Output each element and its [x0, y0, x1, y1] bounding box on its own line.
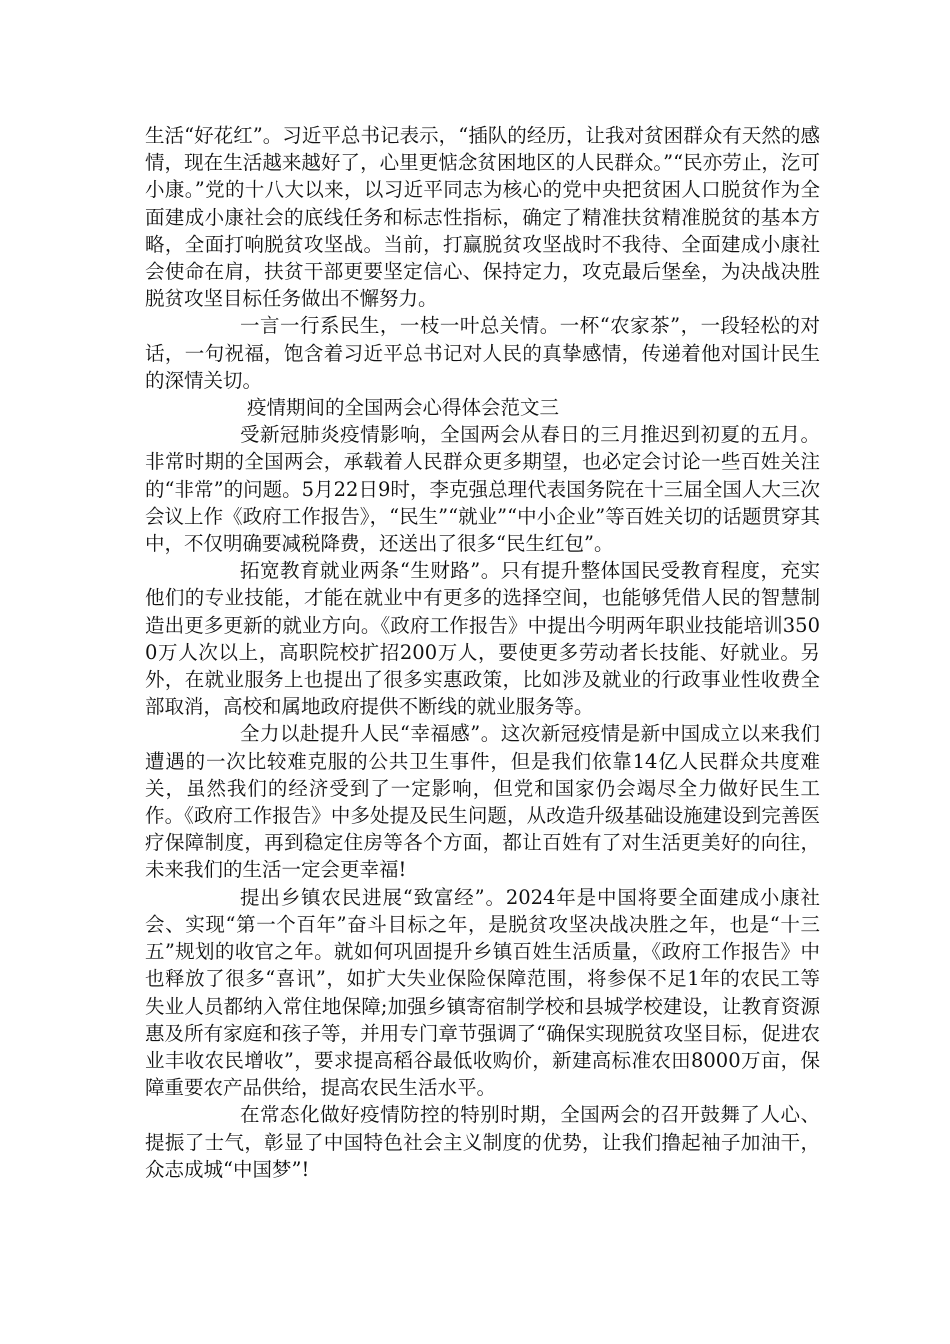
paragraph-rural-prosperity: 提出乡镇农民进展“致富经”。2024年是中国将要全面建成小康社会、实现“第一个百年”奋斗目标之年，是脱贫攻坚决战决胜之年，也是“十三五”规划的收官之年。就如何巩固提升乡镇百姓生活质量，《政府工作报告》中也释放了很多“喜讯”，如扩大失业保险保障范围，将参保不足1年的农民工等失业人员都纳入常住地保障;加强乡镇寄宿制学校和县城学校建设，让教育资源惠及所有家庭和孩子等，并用专门章节强调了“确保实现脱贫攻坚目标，促进农业丰收农民增收”，要求提高稻谷最低收购价，新建高标准农田8000万亩，保障重要农产品供给，提高农民生活水平。	[145, 885, 820, 1100]
paragraph-two-sessions-intro: 受新冠肺炎疫情影响，全国两会从春日的三月推迟到初夏的五月。非常时期的全国两会，承载着人民群众更多期望，也必定会讨论一些百姓关注的“非常”的问题。5月22日9时，李克强总理代表国务院在十三届全国人大三次会议上作《政府工作报告》，“民生”“就业”“中小企业”等百姓关切的话题贯穿其中，不仅明确要减税降费，还送出了很多“民生红包”。	[145, 423, 820, 556]
paragraph-happiness: 全力以赴提升人民“幸福感”。这次新冠疫情是新中国成立以来我们遭遇的一次比较难克服的公共卫生事件，但是我们依靠14亿人民群众共度难关，虽然我们的经济受到了一定影响，但党和国家仍会竭尽全力做好民生工作。《政府工作报告》中多处提及民生问题，从改造升级基础设施建设到完善医疗保障制度，再到稳定住房等各个方面，都让百姓有了对生活更美好的向往，未来我们的生活一定会更幸福!	[145, 722, 820, 882]
paragraph-education-employment: 拓宽教育就业两条“生财路”。只有提升整体国民受教育程度，充实他们的专业技能，才能在就业中有更多的选择空间，也能够凭借人民的智慧制造出更多更新的就业方向。《政府工作报告》中提出今明两年职业技能培训3500万人次以上，高职院校扩招200万人，要使更多劳动者长技能、好就业。另外，在就业服务上也提出了很多实惠政策，比如涉及就业的行政事业性收费全部取消，高校和属地政府提供不断线的就业服务等。	[145, 559, 820, 719]
paragraph-farm-tea: 一言一行系民生，一枝一叶总关情。一杯“农家茶”，一段轻松的对话，一句祝福，饱含着习近平总书记对人民的真挚感情，传递着他对国计民生的深情关切。	[145, 314, 820, 392]
document-body	[145, 122, 820, 1183]
paragraph-conclusion: 在常态化做好疫情防控的特别时期，全国两会的召开鼓舞了人心、提振了士气，彰显了中国特色社会主义制度的优势，让我们撸起袖子加油干，众志成城“中国梦”!	[145, 1103, 820, 1181]
section-heading: 疫情期间的全国两会心得体会范文三	[247, 396, 560, 420]
paragraph-poverty-alleviation: 生活“好花红”。习近平总书记表示，“插队的经历，让我对贫困群众有天然的感情，现在生活越来越好了，心里更惦念贫困地区的人民群众。”“民亦劳止，汔可小康。”党的十八大以来，以习近平同志为核心的党中央把贫困人口脱贫作为全面建成小康社会的底线任务和标志性指标，确定了精准扶贫精准脱贫的基本方略，全面打响脱贫攻坚战。当前，打赢脱贫攻坚战时不我待、全面建成小康社会使命在肩，扶贫干部更要坚定信心、保持定力，攻克最后堡垒，为决战决胜脱贫攻坚目标任务做出不懈努力。	[145, 124, 820, 311]
